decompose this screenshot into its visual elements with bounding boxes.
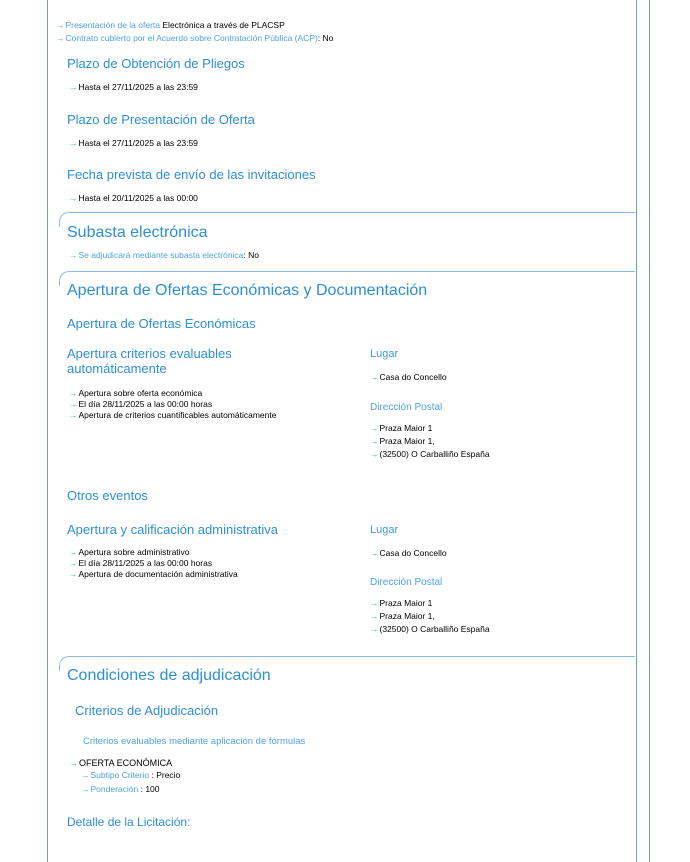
arrow-icon: → [56,20,65,30]
plazo-pliegos-row [69,81,198,93]
criterio-item [69,757,172,769]
arrow-icon: → [69,758,78,768]
event2-direccion-row [370,597,432,609]
event1-lugar-row [370,371,447,383]
arrow-icon: → [69,410,78,420]
event2-direccion-title: Dirección Postal [370,577,443,588]
event1-direccion-line: Praza Maior 1 [379,423,433,433]
event2-line-text: Apertura sobre administrativo [78,547,190,557]
subtipo-value: : Precio [151,770,181,780]
arrow-icon: → [69,558,78,568]
event2-direccion-line: (32500) O Carballiño España [379,624,490,634]
right-frame-line-outer [649,0,650,862]
arrow-icon: → [370,372,379,382]
event2-direccion-line: Praza Maior 1 [379,598,433,608]
criterios-sub: Criterios evaluables mediante aplicación de fórmulas [83,736,306,747]
acp-row [56,32,333,44]
arrow-icon: → [81,784,90,794]
arrow-icon: → [69,547,78,557]
criterio-item-name: OFERTA ECONÓMICA [79,758,173,768]
criterios-title: Criterios de Adjudicación [75,703,219,718]
otros-eventos-title: Otros eventos [67,488,148,503]
subtipo-row [81,769,180,781]
event1-line [69,409,276,421]
condiciones-title: Condiciones de adjudicación [67,667,271,684]
ponderacion-value: : 100 [140,784,160,794]
event1-line-text: Apertura de criterios cuantificables automáticamente [78,410,277,420]
plazo-pliegos-title: Plazo de Obtención de Pliegos [67,56,245,71]
left-frame-line [47,0,48,862]
acp-label: Contrato cubierto por el Acuerdo sobre Contratación Pública (ACP) [65,33,318,43]
event1-lugar-title: Lugar [370,348,399,360]
arrow-icon: → [69,250,78,260]
detalle-title: Detalle de la Licitación: [67,815,191,829]
event2-line-text: Apertura de documentación administrativa [78,569,238,579]
presentacion-label: Presentación de la oferta [65,20,161,30]
event2-line-text: El día 28/11/2025 a las 00:00 horas [78,558,213,568]
fecha-invitaciones-row [69,192,198,204]
event2-direccion-line: Praza Maior 1, [379,611,435,621]
arrow-icon: → [370,423,379,433]
event1-title-line1: Apertura criterios evaluables [67,346,232,361]
event1-lugar-value: Casa do Concello [379,372,447,382]
arrow-icon: → [69,138,78,148]
ponderacion-row [81,783,160,795]
event1-direccion-row [370,435,435,447]
event1-direccion-row [370,422,432,434]
arrow-icon: → [370,624,379,634]
ponderacion-label: Ponderación [90,784,139,794]
arrow-icon: → [370,598,379,608]
event2-title: Apertura y calificación administrativa [67,522,278,537]
event2-lugar-row [370,547,447,559]
plazo-oferta-title: Plazo de Presentación de Oferta [67,112,255,127]
event1-direccion-line: (32500) O Carballiño España [379,449,490,459]
subasta-value: : No [243,250,260,260]
arrow-icon: → [69,193,78,203]
event2-lugar-value: Casa do Concello [379,548,447,558]
right-frame-line-inner [636,0,637,862]
arrow-icon: → [370,436,379,446]
arrow-icon: → [370,611,379,621]
arrow-icon: → [69,399,78,409]
subasta-row [69,249,259,261]
event1-title-line2: automáticamente [67,361,167,376]
arrow-icon: → [370,548,379,558]
event2-direccion-row [370,623,490,635]
event1-line-text: El día 28/11/2025 a las 00:00 horas [78,399,213,409]
plazo-pliegos-value: Hasta el 27/11/2025 a las 23:59 [78,82,198,92]
arrow-icon: → [56,33,65,43]
event1-direccion-row [370,448,490,460]
presentacion-row [56,19,285,31]
fecha-invitaciones-value: Hasta el 20/11/2025 a las 00:00 [78,193,198,203]
arrow-icon: → [69,388,78,398]
apertura-subtitle: Apertura de Ofertas Económicas [67,316,256,331]
plazo-oferta-row [69,137,198,149]
presentacion-value: Electrónica a través de PLACSP [162,20,285,30]
event1-direccion-title: Dirección Postal [370,402,443,413]
fecha-invitaciones-title: Fecha prevista de envío de las invitaciones [67,167,316,182]
plazo-oferta-value: Hasta el 27/11/2025 a las 23:59 [78,138,198,148]
arrow-icon: → [81,770,90,780]
arrow-icon: → [69,82,78,92]
apertura-title: Apertura de Ofertas Económicas y Documentación [67,282,428,299]
event1-direccion-line: Praza Maior 1, [379,436,435,446]
event2-line [69,568,238,580]
arrow-icon: → [69,569,78,579]
event2-lugar-title: Lugar [370,524,399,536]
event2-direccion-row [370,610,435,622]
event1-line-text: Apertura sobre oferta económica [78,388,203,398]
subtipo-label: Subtipo Criterio [90,770,150,780]
subasta-title: Subasta electrónica [67,224,208,241]
acp-value: : No [317,33,334,43]
subasta-label: Se adjudicará mediante subasta electrónica [78,250,244,260]
arrow-icon: → [370,449,379,459]
